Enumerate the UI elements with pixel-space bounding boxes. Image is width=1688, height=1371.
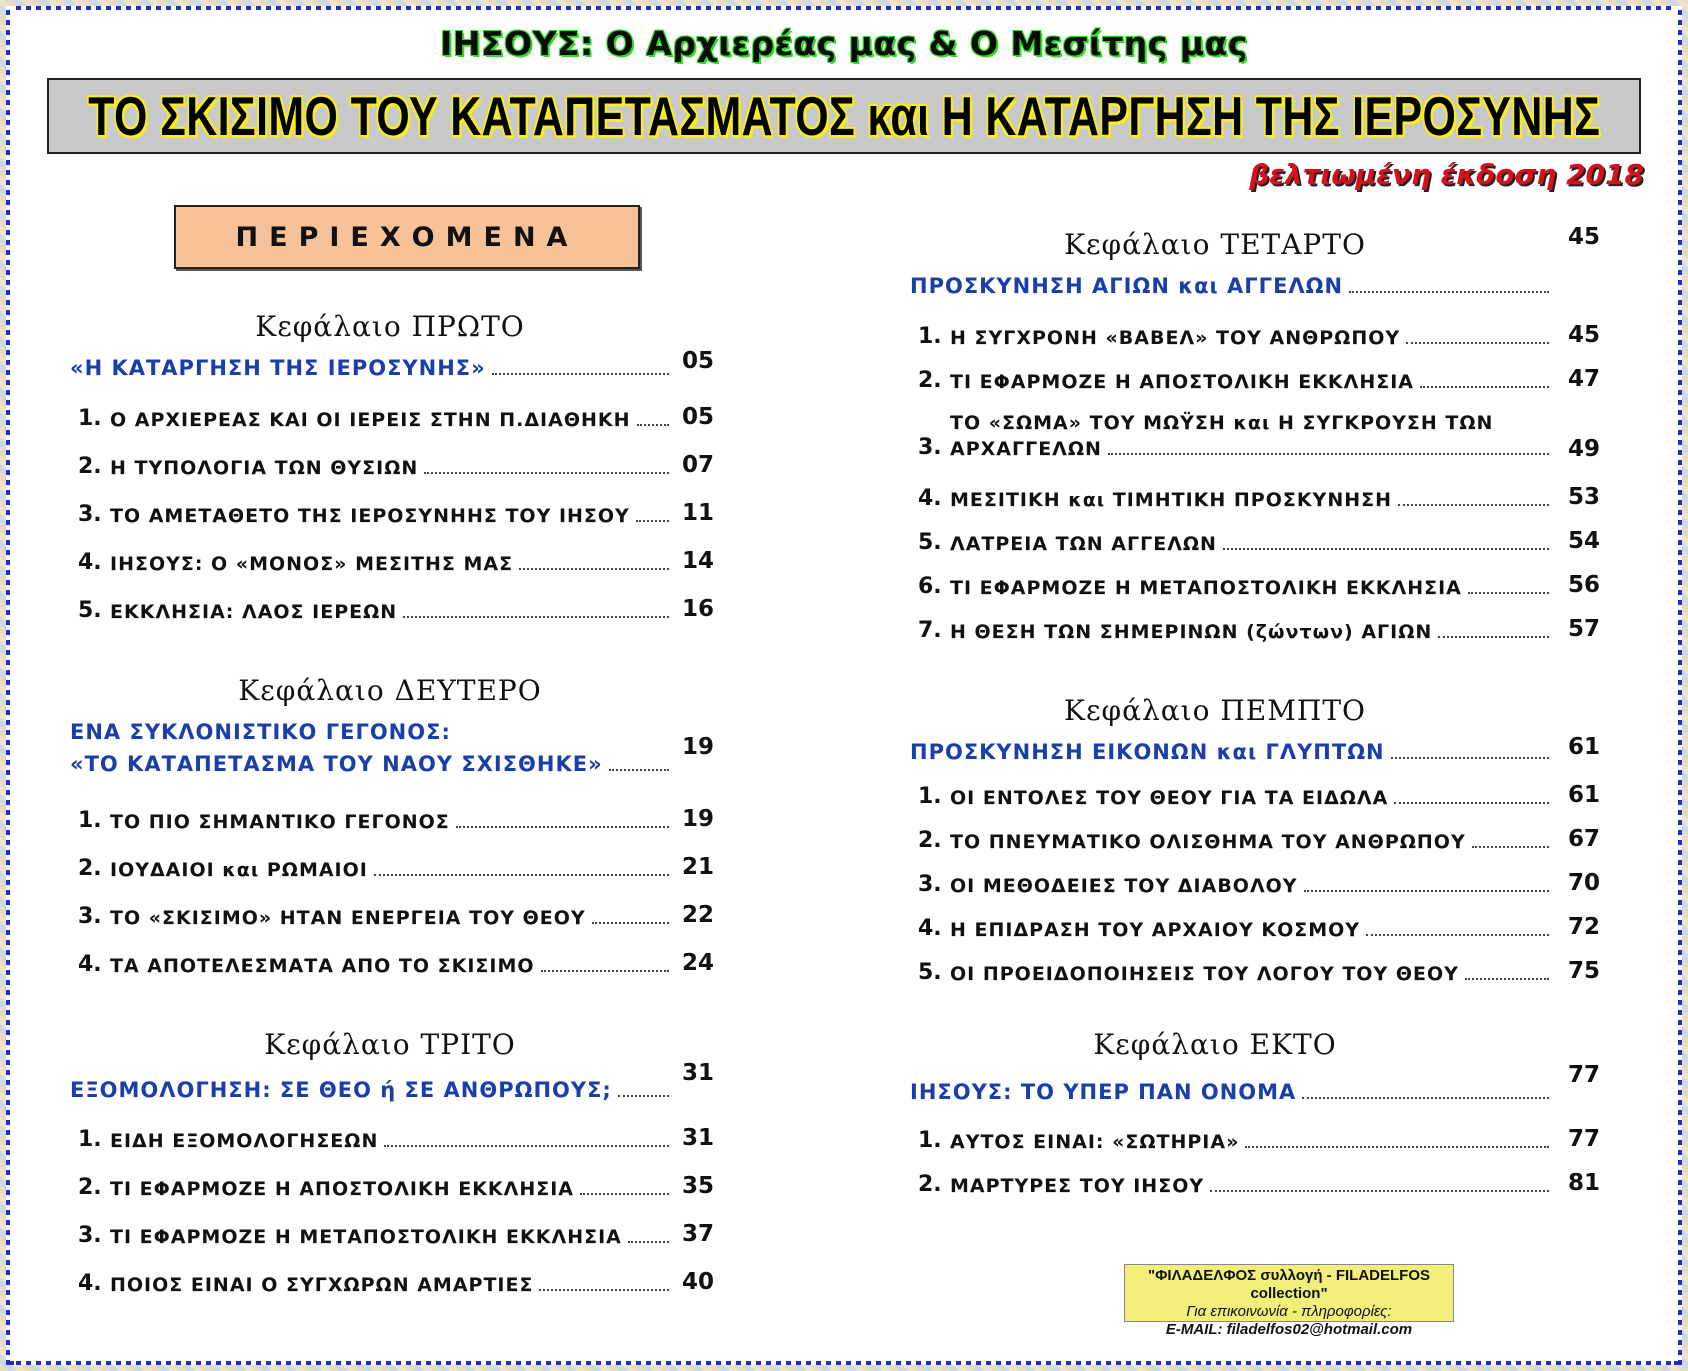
toc-item[interactable] bbox=[78, 454, 675, 479]
toc-item-number: 2. bbox=[918, 368, 942, 393]
toc-item-page-number: 35 bbox=[682, 1173, 715, 1199]
toc-item-text: ΑΥΤΟΣ ΕΙΝΑΙ: «ΣΩΤΗΡΙΑ» bbox=[950, 1131, 1240, 1153]
toc-item[interactable] bbox=[78, 856, 675, 881]
toc-item-text: ΟΙ ΕΝΤΟΛΕΣ ΤΟΥ ΘΕΟΥ ΓΙΑ ΤΑ ΕΙΔΩΛΑ bbox=[950, 787, 1389, 809]
toc-item[interactable] bbox=[78, 952, 675, 977]
leader-dots bbox=[1468, 592, 1549, 594]
leader-dots bbox=[628, 1241, 669, 1243]
credit-line-1: "ΦΙΛΑΔΕΛΦΟΣ συλλογή - FILADELFOS collection" bbox=[1147, 1267, 1431, 1302]
toc-item-page-number: 75 bbox=[1568, 958, 1601, 984]
leader-dots bbox=[403, 616, 669, 618]
leader-dots bbox=[1366, 934, 1549, 936]
toc-item[interactable] bbox=[78, 598, 675, 623]
chapter-heading: Κεφάλαιο ΤΕΤΑΡΤΟ bbox=[1064, 228, 1366, 261]
toc-item-text: ΤΟ ΠΙΟ ΣΗΜΑΝΤΙΚΟ ΓΕΓΟΝΟΣ bbox=[110, 811, 450, 833]
toc-item-text: Η ΤΥΠΟΛΟΓΙΑ ΤΩΝ ΘΥΣΙΩΝ bbox=[110, 457, 419, 479]
leader-dots bbox=[1108, 453, 1549, 455]
toc-item-text-cont: ΑΡΧΑΓΓΕΛΩΝ bbox=[950, 438, 1102, 460]
leader-dots bbox=[609, 769, 669, 771]
toc-item-text: ΟΙ ΜΕΘΟΔΕΙΕΣ ΤΟΥ ΔΙΑΒΟΛΟΥ bbox=[950, 875, 1298, 897]
toc-item-page-number: 40 bbox=[682, 1269, 715, 1295]
leader-dots bbox=[636, 520, 669, 522]
toc-item-text: ΤΙ ΕΦΑΡΜΟΖΕ Η ΑΠΟΣΤΟΛΙΚΗ ΕΚΚΛΗΣΙΑ bbox=[110, 1178, 574, 1200]
toc-item-text: Η ΘΕΣΗ ΤΩΝ ΣΗΜΕΡΙΝΩΝ (ζώντων) ΑΓΙΩΝ bbox=[950, 621, 1433, 643]
toc-item-page-number: 81 bbox=[1568, 1170, 1601, 1196]
toc-item-text: ΤΟ «ΣΚΙΣΙΜΟ» ΗΤΑΝ ΕΝΕΡΓΕΙΑ ΤΟΥ ΘΕΟΥ bbox=[110, 907, 586, 929]
toc-item-page-number: 37 bbox=[682, 1221, 715, 1247]
leader-dots bbox=[1304, 890, 1549, 892]
toc-item-page-number: 19 bbox=[682, 806, 715, 832]
toc-item-page-number: 53 bbox=[1568, 484, 1601, 510]
leader-dots bbox=[541, 970, 669, 972]
toc-item-text: ΙΗΣΟΥΣ: Ο «ΜΟΝΟΣ» ΜΕΣΙΤΗΣ ΜΑΣ bbox=[110, 553, 514, 575]
leader-dots bbox=[618, 1095, 669, 1097]
toc-item-text: Ο ΑΡΧΙΕΡΕΑΣ ΚΑΙ ΟΙ ΙΕΡΕΙΣ ΣΤΗΝ Π.ΔΙΑΘΗΚΗ bbox=[110, 409, 631, 431]
chapter-subtitle-row[interactable] bbox=[910, 274, 1555, 298]
document-title: ΤΟ ΣΚΙΣΙΜΟ ΤΟΥ ΚΑΤΑΠΕΤΑΣΜΑΤΟΣ και Η ΚΑΤΑΡΓΗΣΗ ΤΗΣ ΙΕΡΟΣΥΝΗΣ bbox=[87, 85, 1601, 147]
toc-item[interactable] bbox=[918, 412, 1555, 460]
toc-item-number: 2. bbox=[78, 856, 102, 881]
leader-dots bbox=[1349, 291, 1549, 293]
toc-item[interactable] bbox=[918, 324, 1555, 349]
toc-item-text: ΤΑ ΑΠΟΤΕΛΕΣΜΑΤΑ ΑΠΟ ΤΟ ΣΚΙΣΙΜΟ bbox=[110, 955, 535, 977]
toc-item-page-number: 72 bbox=[1568, 914, 1601, 940]
leader-dots bbox=[1438, 636, 1549, 638]
toc-item-page-number: 61 bbox=[1568, 782, 1601, 808]
chapter-heading: Κεφάλαιο ΠΡΩΤΟ bbox=[255, 310, 525, 343]
leader-dots bbox=[456, 826, 669, 828]
toc-item[interactable] bbox=[918, 872, 1555, 897]
contents-heading: ΠΕΡΙΕΧΟΜΕΝΑ bbox=[235, 221, 579, 253]
toc-item-page-number: 67 bbox=[1568, 826, 1601, 852]
toc-item-number: 2. bbox=[78, 454, 102, 479]
chapter-heading: Κεφάλαιο ΕΚΤΟ bbox=[1093, 1028, 1337, 1061]
toc-item[interactable] bbox=[918, 618, 1555, 643]
page bbox=[10, 10, 1678, 1361]
toc-item-page-number: 45 bbox=[1568, 322, 1601, 348]
chapter-subtitle-row[interactable] bbox=[910, 740, 1555, 764]
toc-item-page-number: 07 bbox=[682, 452, 715, 478]
toc-item-number: 1. bbox=[918, 324, 942, 349]
chapter-page-number: 45 bbox=[1568, 224, 1601, 250]
toc-item-page-number: 49 bbox=[1568, 436, 1601, 462]
document-subtitle: ΙΗΣΟΥΣ: Ο Αρχιερέας μας & Ο Μεσίτης μας bbox=[440, 24, 1248, 63]
leader-dots bbox=[637, 424, 670, 426]
chapter-subtitle-row[interactable] bbox=[70, 720, 675, 744]
leader-dots bbox=[424, 472, 669, 474]
toc-item[interactable] bbox=[78, 904, 675, 929]
leader-dots bbox=[1398, 504, 1549, 506]
toc-item[interactable] bbox=[918, 574, 1555, 599]
toc-item-number: 6. bbox=[918, 574, 942, 599]
toc-item-number: 3. bbox=[78, 904, 102, 929]
title-banner bbox=[47, 78, 1641, 154]
toc-item-number: 5. bbox=[918, 960, 942, 985]
chapter-subtitle-row[interactable] bbox=[70, 1078, 675, 1102]
toc-item-number: 1. bbox=[918, 784, 942, 809]
chapter-subtitle: ΠΡΟΣΚΥΝΗΣΗ ΕΙΚΟΝΩΝ και ΓΛΥΠΤΩΝ bbox=[910, 740, 1385, 764]
leader-dots bbox=[1223, 548, 1549, 550]
toc-item[interactable] bbox=[78, 406, 675, 431]
toc-item-text-wrap bbox=[950, 412, 1555, 460]
leader-dots bbox=[1420, 386, 1549, 388]
leader-dots bbox=[1394, 802, 1549, 804]
toc-item-text: ΕΙΔΗ ΕΞΟΜΟΛΟΓΗΣΕΩΝ bbox=[110, 1130, 379, 1152]
credit-line-2: Για επικοινωνία - πληροφορίες: bbox=[1186, 1303, 1392, 1320]
leader-dots bbox=[1391, 757, 1549, 759]
chapter-subtitle-row[interactable] bbox=[70, 356, 675, 380]
chapter-subtitle-row[interactable] bbox=[910, 1080, 1555, 1104]
chapter-page-number: 05 bbox=[682, 348, 715, 374]
toc-item[interactable] bbox=[78, 550, 675, 575]
toc-item-number: 5. bbox=[78, 598, 102, 623]
toc-item-number: 4. bbox=[78, 1271, 102, 1296]
toc-item-page-number: 56 bbox=[1568, 572, 1601, 598]
toc-item-text: ΜΑΡΤΥΡΕΣ ΤΟΥ ΙΗΣΟΥ bbox=[950, 1175, 1205, 1197]
toc-item-number: 2. bbox=[78, 1175, 102, 1200]
toc-item[interactable] bbox=[78, 1175, 675, 1200]
toc-item-page-number: 31 bbox=[682, 1125, 715, 1151]
chapter-subtitle-row[interactable] bbox=[70, 752, 675, 776]
toc-item-page-number: 05 bbox=[682, 404, 715, 430]
credit-email[interactable]: E-MAIL: filadelfos02@hotmail.com bbox=[1165, 1321, 1413, 1338]
credit-box bbox=[1124, 1264, 1454, 1338]
toc-item-text: Η ΕΠΙΔΡΑΣΗ ΤΟΥ ΑΡΧΑΙΟΥ ΚΟΣΜΟΥ bbox=[950, 919, 1361, 941]
toc-item-page-number: 70 bbox=[1568, 870, 1601, 896]
leader-dots bbox=[1465, 978, 1549, 980]
toc-item-number: 7. bbox=[918, 618, 942, 643]
toc-item-number: 4. bbox=[78, 952, 102, 977]
toc-item-number: 3. bbox=[918, 435, 942, 460]
contents-heading-box bbox=[174, 205, 640, 269]
toc-item[interactable] bbox=[78, 808, 675, 833]
chapter-subtitle: «Η ΚΑΤΑΡΓΗΣΗ ΤΗΣ ΙΕΡΟΣΥΝΗΣ» bbox=[70, 356, 486, 380]
toc-item[interactable] bbox=[918, 916, 1555, 941]
toc-item[interactable] bbox=[918, 486, 1555, 511]
chapter-heading: Κεφάλαιο ΔΕΥΤΕΡΟ bbox=[238, 674, 542, 707]
leader-dots bbox=[1245, 1146, 1549, 1148]
toc-item-text: ΟΙ ΠΡΟΕΙΔΟΠΟΙΗΣΕΙΣ ΤΟΥ ΛΟΓΟΥ ΤΟΥ ΘΕΟΥ bbox=[950, 963, 1459, 985]
toc-item-text: ΠΟΙΟΣ ΕΙΝΑΙ Ο ΣΥΓΧΩΡΩΝ ΑΜΑΡΤΙΕΣ bbox=[110, 1274, 534, 1296]
toc-item-text: ΤΟ ΑΜΕΤΑΘΕΤΟ ΤΗΣ ΙΕΡΟΣΥΝΗΗΣ ΤΟΥ ΙΗΣΟΥ bbox=[110, 505, 630, 527]
toc-item-page-number: 24 bbox=[682, 950, 715, 976]
toc-item-page-number: 47 bbox=[1568, 366, 1601, 392]
toc-item[interactable] bbox=[78, 1127, 675, 1152]
toc-item-number: 1. bbox=[78, 808, 102, 833]
toc-item-number: 1. bbox=[78, 406, 102, 431]
toc-item[interactable] bbox=[78, 502, 675, 527]
toc-item-text: ΤΟ ΠΝΕΥΜΑΤΙΚΟ ΟΛΙΣΘΗΜΑ ΤΟΥ ΑΝΘΡΩΠΟΥ bbox=[950, 831, 1466, 853]
chapter-page-number: 19 bbox=[682, 734, 715, 760]
toc-item-number: 3. bbox=[918, 872, 942, 897]
toc-item-text: ΕΚΚΛΗΣΙΑ: ΛΑΟΣ ΙΕΡΕΩΝ bbox=[110, 601, 398, 623]
toc-item-page-number: 21 bbox=[682, 854, 715, 880]
chapter-page-number: 77 bbox=[1568, 1062, 1601, 1088]
toc-item-number: 4. bbox=[918, 916, 942, 941]
chapter-subtitle: ΠΡΟΣΚΥΝΗΣΗ ΑΓΙΩΝ και ΑΓΓΕΛΩΝ bbox=[910, 274, 1344, 298]
toc-item-number: 4. bbox=[78, 550, 102, 575]
toc-item[interactable] bbox=[918, 1172, 1555, 1197]
toc-item-text: ΜΕΣΙΤΙΚΗ και ΤΙΜΗΤΙΚΗ ΠΡΟΣΚΥΝΗΣΗ bbox=[950, 489, 1393, 511]
toc-item-number: 3. bbox=[78, 1223, 102, 1248]
toc-item-page-number: 57 bbox=[1568, 616, 1601, 642]
toc-item-number: 2. bbox=[918, 1172, 942, 1197]
leader-dots bbox=[1302, 1097, 1549, 1099]
toc-item-number: 5. bbox=[918, 530, 942, 555]
chapter-heading: Κεφάλαιο ΠΕΜΠΤΟ bbox=[1064, 694, 1366, 727]
leader-dots bbox=[539, 1289, 669, 1291]
toc-item[interactable] bbox=[918, 530, 1555, 555]
chapter-subtitle: ΕΝΑ ΣΥΚΛΟΝΙΣΤΙΚΟ ΓΕΓΟΝΟΣ: bbox=[70, 720, 451, 744]
chapter-subtitle: ΕΞΟΜΟΛΟΓΗΣΗ: ΣΕ ΘΕΟ ή ΣΕ ΑΝΘΡΩΠΟΥΣ; bbox=[70, 1078, 612, 1102]
toc-item-page-number: 11 bbox=[682, 500, 715, 526]
chapter-subtitle: «ΤΟ ΚΑΤΑΠΕΤΑΣΜΑ ΤΟΥ ΝΑΟΥ ΣΧΙΣΘΗΚΕ» bbox=[70, 752, 603, 776]
leader-dots bbox=[580, 1193, 669, 1195]
toc-item-page-number: 16 bbox=[682, 596, 715, 622]
toc-item-text-line2 bbox=[950, 438, 1555, 460]
toc-item-number: 3. bbox=[78, 502, 102, 527]
leader-dots bbox=[592, 922, 669, 924]
toc-item[interactable] bbox=[918, 368, 1555, 393]
leader-dots bbox=[1210, 1190, 1549, 1192]
leader-dots bbox=[384, 1145, 669, 1147]
toc-item-page-number: 54 bbox=[1568, 528, 1601, 554]
toc-item-number: 4. bbox=[918, 486, 942, 511]
toc-item[interactable] bbox=[918, 960, 1555, 985]
toc-item[interactable] bbox=[78, 1271, 675, 1296]
toc-item-page-number: 14 bbox=[682, 548, 715, 574]
leader-dots bbox=[519, 568, 669, 570]
leader-dots bbox=[1472, 846, 1549, 848]
toc-item-text: ΤΙ ΕΦΑΡΜΟΖΕ Η ΜΕΤΑΠΟΣΤΟΛΙΚΗ ΕΚΚΛΗΣΙΑ bbox=[950, 577, 1462, 599]
toc-item-text: ΤΟ «ΣΩΜΑ» ΤΟΥ ΜΩΫΣΗ και Η ΣΥΓΚΡΟΥΣΗ ΤΩΝ bbox=[950, 412, 1494, 434]
toc-item-page-number: 77 bbox=[1568, 1126, 1601, 1152]
chapter-heading: Κεφάλαιο ΤΡΙΤΟ bbox=[264, 1028, 516, 1061]
toc-item[interactable] bbox=[918, 784, 1555, 809]
leader-dots bbox=[374, 874, 669, 876]
toc-item[interactable] bbox=[918, 1128, 1555, 1153]
toc-item[interactable] bbox=[918, 828, 1555, 853]
toc-item-text: ΤΙ ΕΦΑΡΜΟΖΕ Η ΑΠΟΣΤΟΛΙΚΗ ΕΚΚΛΗΣΙΑ bbox=[950, 371, 1414, 393]
toc-item-number: 1. bbox=[78, 1127, 102, 1152]
edition-label: βελτιωμένη έκδοση 2018 bbox=[1249, 158, 1644, 191]
toc-item-number: 2. bbox=[918, 828, 942, 853]
toc-item-text: ΙΟΥΔΑΙΟΙ και ΡΩΜΑΙΟΙ bbox=[110, 859, 368, 881]
chapter-page-number: 31 bbox=[682, 1060, 715, 1086]
toc-item-number: 1. bbox=[918, 1128, 942, 1153]
toc-item-page-number: 22 bbox=[682, 902, 715, 928]
chapter-subtitle: ΙΗΣΟΥΣ: ΤΟ ΥΠΕΡ ΠΑΝ ΟΝΟΜΑ bbox=[910, 1080, 1297, 1104]
toc-item-text: ΤΙ ΕΦΑΡΜΟΖΕ Η ΜΕΤΑΠΟΣΤΟΛΙΚΗ ΕΚΚΛΗΣΙΑ bbox=[110, 1226, 622, 1248]
leader-dots bbox=[492, 373, 669, 375]
leader-dots bbox=[1406, 342, 1549, 344]
toc-item[interactable] bbox=[78, 1223, 675, 1248]
toc-item-text: Η ΣΥΓΧΡΟΝΗ «ΒΑΒΕΛ» ΤΟΥ ΑΝΘΡΩΠΟΥ bbox=[950, 327, 1401, 349]
toc-item-text: ΛΑΤΡΕΙΑ ΤΩΝ ΑΓΓΕΛΩΝ bbox=[950, 533, 1217, 555]
chapter-page-number: 61 bbox=[1568, 734, 1601, 760]
